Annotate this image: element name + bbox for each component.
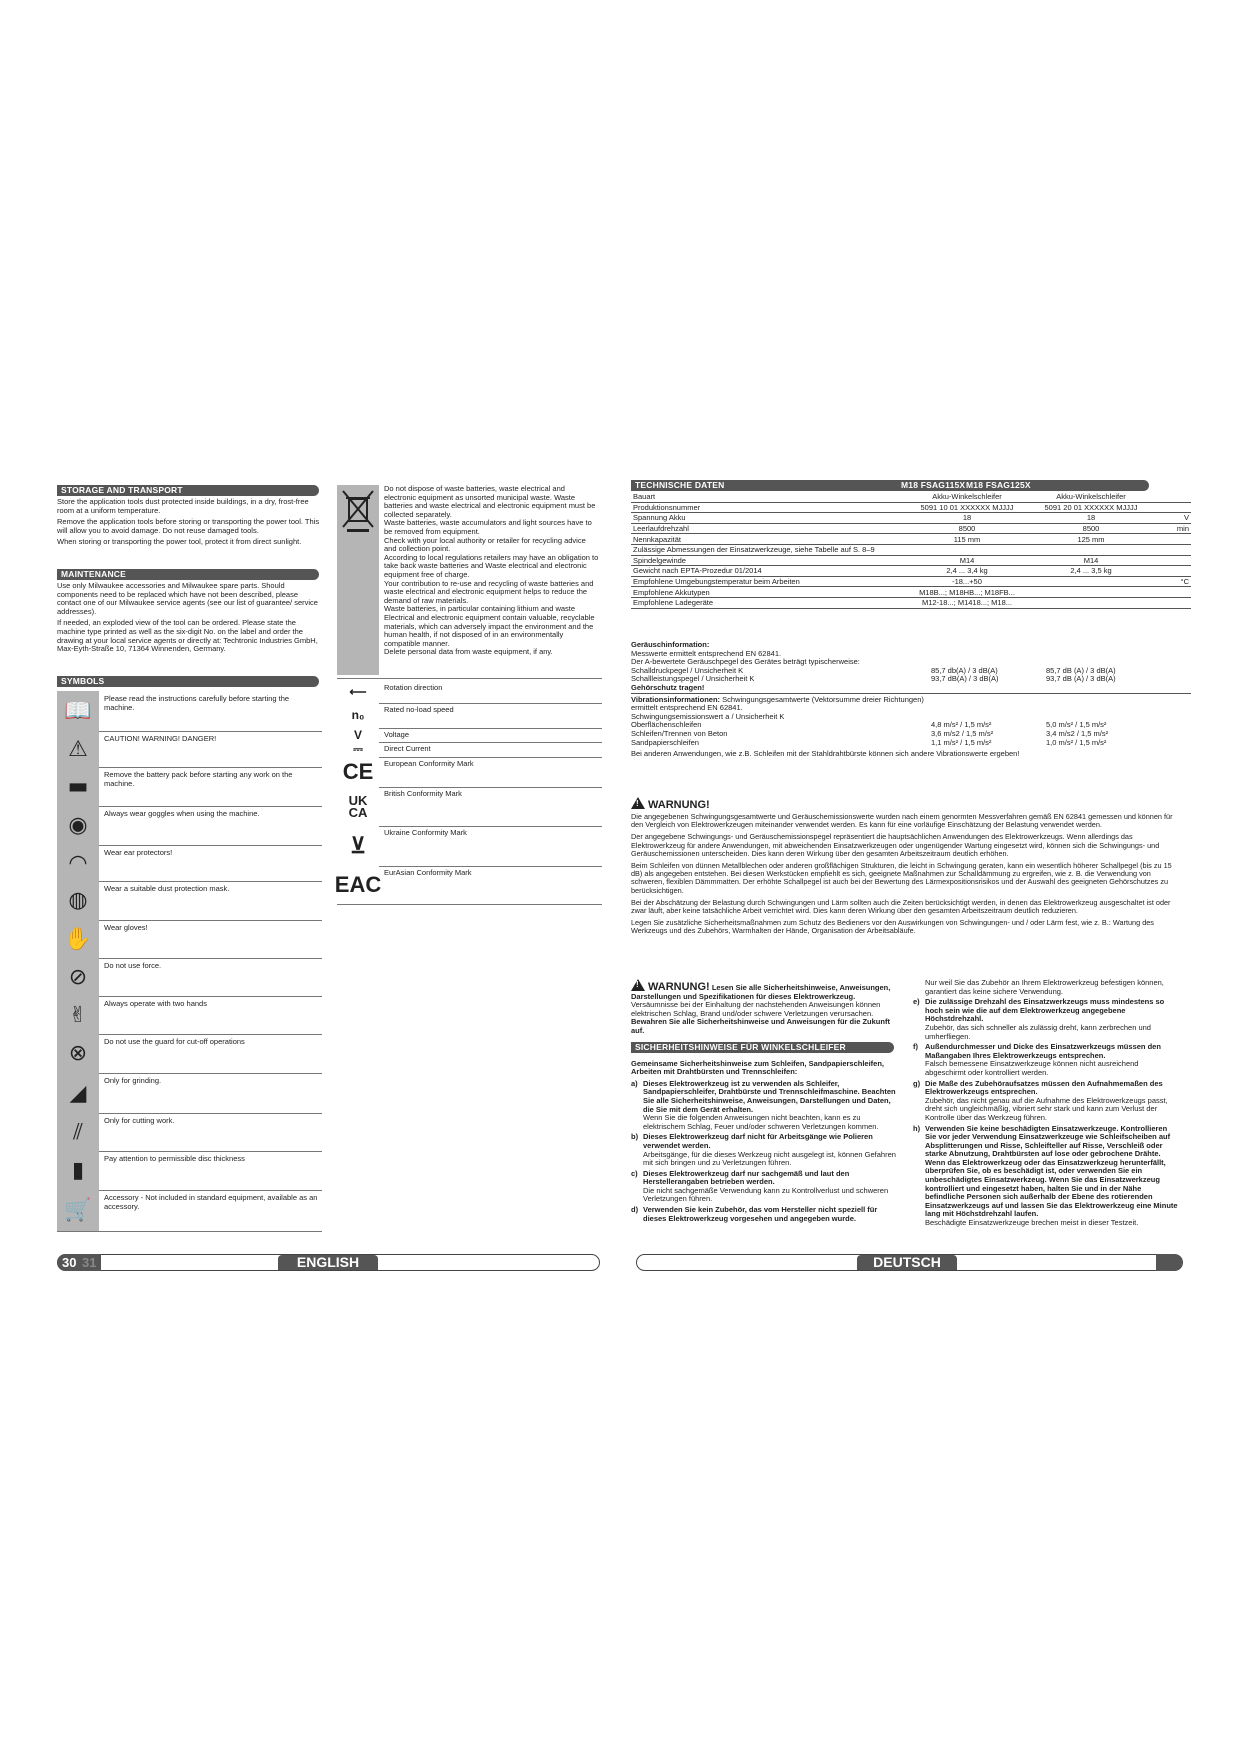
vibration-values — [631, 721, 1191, 747]
warning-paragraph: Die angegebenen Schwingungsgesamtwerte und Geräuschemissionswerte wurden nach einem genormten Messverfahren gemäß EN 62841 gemessen und können für den Vergleich von Elektrowerkzeugen miteinander verwendet werden. Es kann für eine vorläufige Einschätzung der Belastung verwendet werden. — [631, 812, 1173, 830]
noise-text-2: Der A-bewertete Geräuschpegel des Gerätes beträgt typischerweise: — [631, 657, 860, 667]
safety-item-key: e) — [913, 997, 920, 1007]
maintenance-text-1: Use only Milwaukee accessories and Milwaukee spare parts. Should components need to be replaced which have not been described, please contact one of our Milwaukee service agents (see our list of guarantee/ service addresses). — [57, 581, 318, 616]
symbol-text: CAUTION! WARNING! DANGER! — [104, 734, 217, 743]
symbol-row — [57, 996, 322, 1035]
symbol-text: Always operate with two hands — [104, 999, 207, 1008]
symbol-text: British Conformity Mark — [384, 789, 462, 798]
symbol-row — [57, 767, 322, 807]
eac-mark-icon — [334, 866, 382, 904]
tech-cell-v2: 8500 — [1029, 523, 1153, 534]
tech-row — [631, 566, 1191, 577]
tech-cell-v2: 2,4 ... 3,5 kg — [1029, 566, 1153, 577]
voltage-icon-glyph: V — [353, 727, 362, 742]
maintenance-section — [57, 582, 322, 657]
safety-item-body — [925, 1125, 1178, 1228]
tech-row — [631, 576, 1191, 587]
page-number: 30 — [62, 1255, 77, 1270]
maintenance-header: MAINTENANCE — [57, 569, 319, 580]
safety-intro: Gemeinsame Sicherheitshinweise zum Schleifen, Sandpapierschleifen, Arbeiten mit Drahtbürsten und Trennschleifen: — [631, 1058, 885, 1077]
noise-values — [631, 667, 1191, 684]
symbol-row — [57, 1151, 322, 1191]
value-label: Schleifen/Trennen von Beton — [631, 728, 728, 738]
safety-item — [631, 1133, 896, 1167]
safety-item-key: a) — [631, 1078, 638, 1088]
safety-items-left — [631, 1080, 896, 1224]
value-label: Schallleistungspegel / Unsicherheit K — [631, 674, 755, 684]
symbol-row — [57, 731, 322, 768]
safety-item-text: Die nicht sachgemäße Verwendung kann zu Kontrollverlust und schweren Verletzungen führen. — [643, 1185, 889, 1204]
safety-item-bold: Dieses Elektrowerkzeug darf nicht für Arbeitsgänge wie Polieren verwendet werden. — [643, 1132, 873, 1150]
tech-cell-v2: Akku-Winkelschleifer — [1029, 492, 1153, 502]
safety-item-body — [643, 1080, 896, 1132]
model-2: M18 FSAG125X — [966, 480, 1031, 490]
no-load-speed-icon-glyph: n₀ — [351, 708, 365, 723]
vibration-text: Schwingungsgesamtwerte (Vektorsumme dreier Richtungen) ermittelt entsprechend EN 62841. — [631, 694, 924, 713]
read-manual-icon — [57, 691, 99, 731]
symbol-row — [57, 1190, 322, 1232]
tech-cell-v2 — [1029, 576, 1153, 587]
symbol-row-2 — [334, 866, 602, 905]
tech-cell-v1: M12-18...; M1418...; M18... — [905, 597, 1029, 608]
goggles-icon-glyph: ◉ — [68, 813, 88, 838]
gloves-icon-glyph: ✋ — [64, 926, 92, 952]
safety-item — [631, 1206, 896, 1223]
tech-cell-v2 — [1029, 597, 1153, 608]
voltage-icon — [337, 728, 379, 742]
tech-cell-u: V — [1153, 513, 1191, 524]
hearing-protection: Gehörschutz tragen! — [631, 684, 1191, 694]
symbol-text: EurAsian Conformity Mark — [384, 868, 472, 877]
safety-item — [913, 1125, 1178, 1228]
tech-cell-u — [1153, 597, 1191, 608]
safety-item-key: b) — [631, 1132, 639, 1142]
direct-current-icon — [337, 742, 379, 757]
safety-item — [913, 998, 1178, 1041]
tech-cell-label: Gewicht nach EPTA-Prozedur 01/2014 — [631, 566, 905, 577]
safety-item-body — [925, 998, 1178, 1041]
symbol-text: Rated no-load speed — [384, 705, 454, 714]
storage-text-1: Store the application tools dust protected inside buildings, in a dry, frost-free room at a uniform temperature. — [57, 497, 309, 515]
tech-data-title: TECHNISCHE DATEN — [635, 480, 725, 490]
symbol-text: Please read the instructions carefully before starting the machine. — [104, 694, 290, 712]
safety-item-key: g) — [913, 1078, 921, 1088]
value-v1: 1,1 m/s² / 1,5 m/s² — [931, 737, 992, 747]
tech-cell-v1: -18...+50 — [905, 576, 1029, 587]
page-number-2: 31 — [82, 1255, 97, 1270]
symbol-text: Ukraine Conformity Mark — [384, 828, 467, 837]
maintenance-text-2: If needed, an exploded view of the tool can be ordered. Please state the machine type printed as well as the six-digit No. on the label and order the drawing at your local service agents or directly at: Techtronic Industries GmbH, Max-Eyth-Straße 10, 71364 Winnenden, Germany. — [57, 618, 318, 654]
symbol-row — [57, 881, 322, 921]
safety-item-body — [643, 1133, 896, 1167]
safety-item-body — [925, 1043, 1178, 1077]
no-force-icon-glyph: ⊘ — [68, 964, 88, 990]
symbol-text: Do not use the guard for cut-off operations — [104, 1037, 245, 1046]
ce-mark-icon — [337, 757, 379, 787]
tech-row — [631, 544, 1191, 555]
symbol-row — [57, 1113, 322, 1152]
symbol-text: Pay attention to permissible disc thickness — [104, 1154, 245, 1163]
symbol-row-2 — [337, 757, 602, 788]
no-cutoff-guard-icon-glyph: ⊗ — [68, 1041, 88, 1066]
safety-item — [631, 1170, 896, 1204]
ukca-mark-icon — [337, 787, 379, 826]
symbol-row — [57, 845, 322, 882]
tech-cell-v2 — [1029, 587, 1153, 598]
vibration-sub: Schwingungsemissionswert a / Unsicherheit K — [631, 711, 785, 721]
tech-cell-label: Empfohlene Akkutypen — [631, 587, 905, 598]
symbol-row-2 — [337, 742, 602, 758]
symbols-header: SYMBOLS — [57, 676, 319, 687]
tech-cell-label: Bauart — [631, 492, 905, 502]
symbol-text: Always wear goggles when using the machine. — [104, 809, 260, 818]
tech-cell-label: Zulässige Abmessungen der Einsatzwerkzeuge, siehe Tabelle auf S. 8–9 — [631, 544, 1191, 555]
ukraine-mark-icon — [337, 826, 379, 866]
symbol-text: European Conformity Mark — [384, 759, 474, 768]
storage-text-2: Remove the application tools before storing or transporting the power tool. This will allow you to avoid damage. Do not reuse damaged tools. — [57, 517, 320, 535]
safety-item-key: h) — [913, 1123, 921, 1133]
value-v2: 93,7 dB (A) / 3 dB(A) — [1046, 674, 1116, 684]
symbol-text: Direct Current — [384, 744, 431, 753]
safety-item — [913, 1043, 1178, 1077]
safety-item-bold: Verwenden Sie keine beschädigten Einsatzwerkzeuge. Kontrollieren Sie vor jeder Verwendung Einsatzwerkzeuge wie Schleifscheiben auf Absplitterungen und Risse, Schleifteller auf Risse, Verschleiß oder starke Abnutzung, Drahtbürsten auf lose oder gebrochene Drähte. Wenn das Elektrowerkzeug oder das Einsatzwerkzeug herunterfällt, überprüfen Sie, ob es beschädigt ist, oder verwenden Sie ein unbeschädigtes Einsatzwerkzeug. Wenn Sie das Einsatzwerkzeug kontrolliert und eingesetzt haben, halten Sie und in der Nähe befindliche Personen sich außerhalb der Ebene des rotierenden Einsatzwerkzeugs auf und lassen Sie das Elektrowerkzeug eine Minute lang mit Höchstdrehzahl laufen. — [925, 1123, 1178, 1219]
tech-cell-label: Spannung Akku — [631, 513, 905, 524]
vibration-title: Vibrationsinformationen: — [631, 694, 721, 704]
symbol-text: Accessory - Not included in standard equipment, available as an accessory. — [104, 1193, 318, 1211]
remove-battery-icon-glyph: ▬ — [67, 774, 89, 799]
no-load-speed-icon — [337, 703, 379, 728]
tech-cell-v2: 5091 20 01 XXXXXX MJJJJ — [1029, 502, 1153, 513]
value-label: Oberflächenschleifen — [631, 720, 702, 730]
tech-cell-v2: M14 — [1029, 555, 1153, 566]
safety-item-text: Zubehör, das sich schneller als zulässig dreht, kann zerbrechen und umherfliegen. — [925, 1022, 1151, 1041]
safety-item-bold: Außendurchmesser und Dicke des Einsatzwerkzeugs müssen den Maßangaben Ihres Elektrowerkzeugs entsprechen. — [925, 1042, 1161, 1060]
safety-item — [913, 1080, 1178, 1123]
safety-item-body — [643, 1206, 896, 1223]
safety-item-d-continued: Nur weil Sie das Zubehör an Ihrem Elektrowerkzeug befestigen können, garantiert das keine sichere Verwendung. — [925, 978, 1164, 996]
disc-thickness-icon — [57, 1151, 99, 1190]
tech-cell-label: Nennkapazität — [631, 534, 905, 545]
disc-thickness-icon-glyph: ▮ — [71, 1158, 85, 1183]
tech-cell-u — [1153, 502, 1191, 513]
ce-mark-icon-glyph: CE — [342, 759, 374, 785]
tech-cell-u — [1153, 566, 1191, 577]
footer-right-cap — [1156, 1254, 1182, 1271]
warning-paragraph: Legen Sie zusätzliche Sicherheitsmaßnahmen zum Schutz des Bedieners vor den Auswirkungen von Schwingungen- und / oder Lärm fest, wie z. B.: Wartung des Werkzeugs und des Zubehörs, Warmhalten der Hände, Organisation der Arbeitsabläufe. — [631, 918, 1154, 936]
tech-row — [631, 555, 1191, 566]
tech-data-table — [631, 492, 1191, 609]
value-label: Sandpapierschleifen — [631, 737, 699, 747]
safety-item-body — [925, 1080, 1178, 1123]
warning-paragraphs — [631, 813, 1176, 936]
warning-paragraph: Der angegebene Schwingungs- und Geräuschemissionspegel repräsentiert die hauptsächlichen Anwendungen des Elektrowerkzeugs. Wenn allerdings das Elektrowerkzeug für andere Anwendungen, mit abweichenden Einsatzwerkzeugen oder ungenügender Wartung eingesetzt wird, können sich die Schwingungs- und Geräuschemissionen unterscheiden. Dies kann deren Wirkung über den gesamten Arbeitszeitraum deutlich erhöhen. — [631, 832, 1160, 858]
no-force-icon — [57, 958, 99, 996]
footer-language-left: ENGLISH — [278, 1255, 378, 1270]
weee-icon-cell — [337, 485, 379, 675]
two-hands-icon — [57, 996, 99, 1034]
storage-section — [57, 498, 322, 550]
symbol-row — [57, 958, 322, 997]
tech-cell-label: Empfohlene Umgebungstemperatur beim Arbeiten — [631, 576, 905, 587]
warning-triangle-icon-2 — [631, 979, 645, 991]
cutting-icon-glyph: ⫽ — [73, 1119, 83, 1145]
value-label: Schalldruckpegel / Unsicherheit K — [631, 665, 744, 675]
symbol-row-2 — [337, 728, 602, 743]
safety-item-bold: Die Maße des Zubehöraufsatzes müssen den Aufnahmemaßen des Elektrowerkzeugs entsprechen. — [925, 1078, 1163, 1097]
lower-right-column — [913, 979, 1178, 1230]
safety-item-bold: Verwenden Sie kein Zubehör, das vom Hersteller nicht speziell für dieses Elektrowerkzeug vorgesehen und angegeben wurde. — [643, 1205, 878, 1223]
grinding-icon — [57, 1073, 99, 1113]
grinding-icon-glyph: ◢ — [69, 1080, 87, 1106]
value-v1: 3,6 m/s2 / 1,5 m/s² — [931, 728, 994, 738]
warning-triangle-icon — [57, 731, 99, 767]
noise-section — [631, 641, 1191, 759]
warning-heading-1 — [631, 797, 1176, 811]
weee-divider — [337, 678, 602, 679]
eac-mark-icon-glyph: EAC — [334, 872, 382, 898]
ukraine-mark-icon-glyph: ⊻ — [349, 833, 367, 859]
safety-item-text: Arbeitsgänge, für die dieses Werkzeug nicht ausgelegt ist, können Gefahren mit sich bringen und zu Verletzungen führen. — [643, 1149, 896, 1168]
safety-items-right — [913, 998, 1178, 1227]
symbol-text: Only for cutting work. — [104, 1116, 175, 1125]
safety-item-key: f) — [913, 1042, 918, 1052]
warning-2-bold: Lesen Sie alle Sicherheitshinweise, Anweisungen, Darstellungen und Spezifikationen für dieses Elektrowerkzeug. — [631, 983, 891, 1001]
symbol-row — [57, 691, 322, 732]
value-v1: 93,7 dB(A) / 3 dB(A) — [931, 674, 999, 684]
tech-cell-u — [1153, 587, 1191, 598]
remove-battery-icon — [57, 767, 99, 806]
tech-cell-v1: M14 — [905, 555, 1029, 566]
safety-item — [631, 1080, 896, 1132]
vibration-note: Bei anderen Anwendungen, wie z.B. Schleifen mit der Stahldrahtbürste können sich andere Vibrationswerte ergeben! — [631, 749, 1020, 759]
value-v2: 85,7 dB (A) / 3 dB(A) — [1046, 665, 1116, 675]
safety-header: SICHERHEITSHINWEISE FÜR WINKELSCHLEIFER — [631, 1042, 894, 1053]
tech-cell-v1: 2,4 ... 3,4 kg — [905, 566, 1029, 577]
symbol-row — [57, 920, 322, 959]
symbol-row-2 — [337, 787, 602, 827]
tech-row — [631, 502, 1191, 513]
tech-cell-u — [1153, 534, 1191, 545]
symbol-text: Do not use force. — [104, 961, 162, 970]
cart-icon — [57, 1190, 99, 1231]
safety-item-key: c) — [631, 1168, 638, 1178]
vib-rows-row — [631, 739, 1191, 748]
tech-data-header — [631, 480, 1149, 491]
value-v2: 5,0 m/s² / 1,5 m/s² — [1046, 720, 1107, 730]
tech-row — [631, 534, 1191, 545]
symbol-row — [57, 1073, 322, 1114]
symbol-row — [57, 1034, 322, 1074]
model-1: M18 FSAG115X — [901, 480, 966, 490]
safety-item-bold: Dieses Elektrowerkzeug ist zu verwenden als Schleifer, Sandpapierschleifer, Drahtbürste und Trennschleifmaschine. Beachten Sie alle Sicherheitshinweise, Anweisungen, Darstellungen und Daten, die Sie mit dem Gerät erhalten. — [643, 1078, 896, 1114]
warning-triangle-icon-glyph: ⚠ — [68, 736, 88, 762]
tech-cell-v1: Akku-Winkelschleifer — [905, 492, 1029, 502]
symbol-text: Wear ear protectors! — [104, 848, 173, 857]
safety-item-text: Zubehör, das nicht genau auf die Aufnahme des Elektrowerkzeugs passt, dreht sich ungleichmäßig, vibriert sehr stark und kann zum Verlust der Kontrolle über das Werkzeug führen. — [925, 1095, 1168, 1122]
dust-mask-icon — [57, 881, 99, 920]
no-cutoff-guard-icon — [57, 1034, 99, 1073]
symbol-text: Voltage — [384, 730, 410, 739]
noise-title: Geräuschinformation: — [631, 640, 710, 649]
ukca-mark-icon-glyph: UK CA — [348, 792, 368, 820]
noise-rows-row — [631, 675, 1191, 684]
lower-left-column — [631, 979, 896, 1225]
value-v2: 3,4 m/s2 / 1,5 m/s² — [1046, 728, 1109, 738]
symbol-row-2 — [337, 826, 602, 867]
two-hands-icon-glyph: ✌ — [68, 1002, 88, 1028]
warning-2-keep: Bewahren Sie alle Sicherheitshinweise und Anweisungen für die Zukunft auf. — [631, 1017, 890, 1035]
value-v2: 1,0 m/s² / 1,5 m/s² — [1046, 737, 1107, 747]
symbol-row — [57, 806, 322, 846]
gloves-icon — [57, 920, 99, 958]
tech-cell-v1: 18 — [905, 513, 1029, 524]
ear-protection-icon-glyph: ◠ — [68, 850, 88, 876]
tech-cell-v2: 18 — [1029, 513, 1153, 524]
safety-item-text: Wenn Sie die folgenden Anweisungen nicht beachten, kann es zu elektrischem Schlag, Feuer und/oder schweren Verletzungen kommen. — [643, 1113, 879, 1131]
safety-item-body — [643, 1170, 896, 1204]
tech-cell-label: Produktionsnummer — [631, 502, 905, 513]
storage-header: STORAGE AND TRANSPORT — [57, 485, 319, 496]
warning-paragraph: Bei der Abschätzung der Belastung durch Schwingungen und Lärm sollten auch die Zeiten berücksichtigt werden, in denen das Elektrowerkzeug ausgeschaltet ist oder zwar läuft, aber keine tatsächliche Arbeit verrichtet wird. Dies kann deren Wirkung über den gesamten Arbeitszeitraum deutlich reduzieren. — [631, 897, 1171, 916]
tech-cell-v1: 8500 — [905, 523, 1029, 534]
warning-2-text: Versäumnisse bei der Einhaltung der nachstehenden Anweisungen können elektrischen Schlag, Brand und/oder schwere Verletzungen verursachen. — [631, 1000, 881, 1018]
tech-row — [631, 597, 1191, 608]
rotation-arrow-icon-glyph: ⟵ — [349, 684, 367, 699]
safety-item-bold: Dieses Elektrowerkzeug darf nur sachgemäß und laut den Herstellerangaben betrieben werden. — [643, 1168, 850, 1187]
value-v1: 85,7 db(A) / 3 dB(A) — [931, 665, 998, 675]
warning-triangle-icon — [631, 797, 645, 809]
footer-language-right: DEUTSCH — [857, 1255, 957, 1270]
direct-current-icon-glyph: ⎓ — [353, 742, 363, 757]
cart-icon-glyph: 🛒 — [64, 1198, 92, 1223]
warning-paragraph: Beim Schleifen von dünnen Metallblechen oder anderen großflächigen Strukturen, die leicht in Schwingung geraten, kann ein wesentlich höherer Schallpegel (bis zu 15 dB) als angegeben entstehen. Bei diesen Werkstücken empfiehlt es sich, geeignete Maßnahmen zur Schalldämmung zu ergreifen, wie z. B. die Verwendung von schweren, flexiblen Dämmmatten. Der erhöhte Schallpegel ist auch bei der Bewertung des Lärmexpositionsrisikos und der Auswahl des geeigneten Gehörschutzes zu berücksichtigen. — [631, 861, 1172, 895]
tech-row — [631, 492, 1191, 502]
tech-cell-label: Leerlaufdrehzahl — [631, 523, 905, 534]
noise-text-1: Messwerte ermittelt entsprechend EN 62841. — [631, 648, 782, 658]
tech-cell-v1: 115 mm — [905, 534, 1029, 545]
ear-protection-icon — [57, 845, 99, 881]
tech-cell-u: min — [1153, 523, 1191, 534]
storage-text-3: When storing or transporting the power tool, protect it from direct sunlight. — [57, 537, 302, 547]
safety-item-bold: Die zulässige Drehzahl des Einsatzwerkzeugs muss mindestens so hoch sein wie die auf dem Elektrowerkzeug angegebene Höchstdrehzahl. — [925, 997, 1165, 1024]
symbol-text: Wear a suitable dust protection mask. — [104, 884, 230, 893]
warning-block-1 — [631, 797, 1176, 940]
vib-rows-row — [631, 730, 1191, 739]
weee-text: Do not dispose of waste batteries, waste electrical and electronic equipment as unsorted municipal waste. Waste batteries and waste electrical and electronic equipment must be collected separately. Waste batteries, waste accumulators and light sources have to be removed from equipment. Check with your local authority or retailer for recycling advice and collection point. According to local regulations retailers may have an obligation to take back waste batteries and Waste electrical and electronic equipment free of charge. Your contribution to re-use and recycling of waste batteries and waste electrical and electronic equipment helps to reduce the demand of raw materials. Waste batteries, in particular containing lithium and waste Electrical and electronic equipment contain valuable, recyclable materials, which can adversely impact the environment and the human health, if not disposed of in an environmentally compatible manner. Delete personal data from waste equipment, if any. — [384, 484, 599, 657]
crossed-bin-icon — [337, 485, 379, 535]
safety-item-text: Falsch bemessene Einsatzwerkzeuge können nicht ausreichend abgeschirmt oder kontrolliert werden. — [925, 1059, 1139, 1077]
tech-row — [631, 513, 1191, 524]
tech-cell-u: °C — [1153, 576, 1191, 587]
tech-cell-v2: 125 mm — [1029, 534, 1153, 545]
warning-title-1: WARNUNG! — [648, 799, 710, 811]
tech-cell-v1: M18B...; M18HB...; M18FB... — [905, 587, 1029, 598]
symbol-text: Only for grinding. — [104, 1076, 162, 1085]
tech-cell-v1: 5091 10 01 XXXXXX MJJJJ — [905, 502, 1029, 513]
dust-mask-icon-glyph: ◍ — [68, 888, 88, 913]
tech-cell-label: Empfohlene Ladegeräte — [631, 597, 905, 608]
goggles-icon — [57, 806, 99, 845]
read-manual-icon-glyph: 📖 — [64, 698, 92, 724]
tech-cell-label: Spindelgewinde — [631, 555, 905, 566]
symbol-row-2 — [337, 681, 602, 704]
warning-title-2: WARNUNG! — [648, 981, 710, 993]
vibration-info — [631, 696, 931, 713]
warning-block-2 — [631, 979, 896, 1036]
tech-row — [631, 523, 1191, 534]
symbol-text: Remove the battery pack before starting any work on the machine. — [104, 770, 293, 788]
safety-item-text: Beschädigte Einsatzwerkzeuge brechen meist in dieser Testzeit. — [925, 1218, 1139, 1228]
symbol-text: Rotation direction — [384, 683, 443, 692]
safety-item-key: d) — [631, 1205, 639, 1215]
tech-cell-u — [1153, 555, 1191, 566]
tech-cell-u — [1153, 492, 1191, 502]
symbol-row-2 — [337, 703, 602, 729]
symbol-text: Wear gloves! — [104, 923, 148, 932]
cutting-icon — [57, 1113, 99, 1151]
rotation-arrow-icon — [337, 681, 379, 703]
tech-row — [631, 587, 1191, 598]
value-v1: 4,8 m/s² / 1,5 m/s² — [931, 720, 992, 730]
